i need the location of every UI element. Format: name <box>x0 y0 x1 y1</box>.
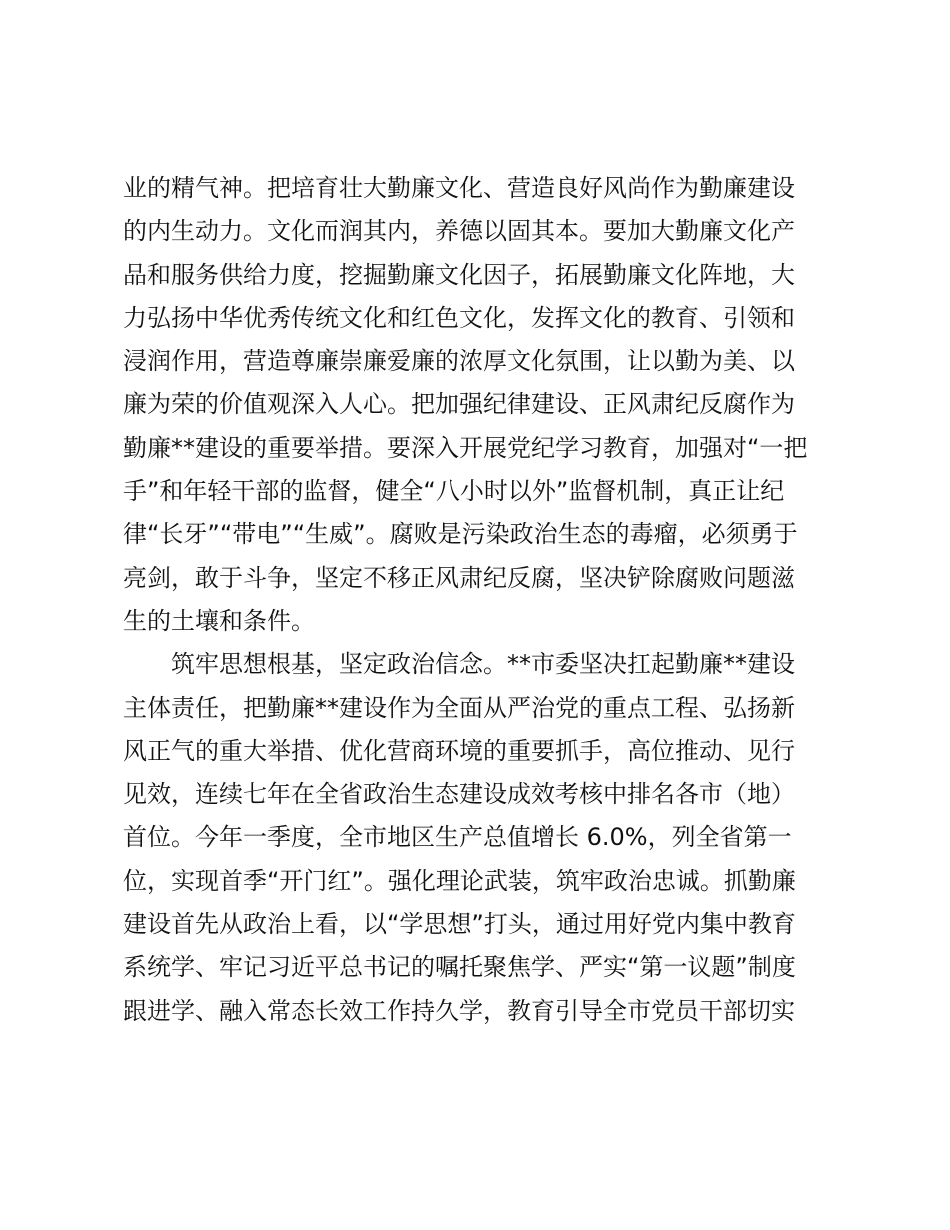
text-line: 力弘扬中华优秀传统文化和红色文化，发挥文化的教育、引领和 <box>123 303 795 332</box>
text-line: 见效，连续七年在全省政治生态建设成效考核中排名各市（地） <box>123 780 795 809</box>
text-line: 亮剑，敢于斗争，坚定不移正风肃纪反腐，坚决铲除腐败问题滋 <box>123 563 795 592</box>
text-line: 的内生动力。文化而润其内，养德以固其本。要加大勤廉文化产 <box>123 217 795 246</box>
text-line: 勤廉**建设的重要举措。要深入开展党纪学习教育，加强对“一把 <box>123 433 808 462</box>
text-line: 手”和年轻干部的监督，健全“八小时以外”监督机制，真正让纪 <box>123 477 785 506</box>
text-line: 系统学、牢记习近平总书记的嘱托聚焦学、严实“第一议题”制度 <box>123 953 796 982</box>
text-line: 位，实现首季“开门红”。强化理论武装，筑牢政治忠诚。抓勤廉 <box>123 866 796 895</box>
document-body <box>123 167 833 1033</box>
text-line: 律“长牙”“带电”“生威”。腐败是污染政治生态的毒瘤，必须勇于 <box>123 520 798 549</box>
text-line: 风正气的重大举措、优化营商环境的重要抓手，高位推动、见行 <box>123 736 795 765</box>
text-line: 业的精气神。把培育壮大勤廉文化、营造良好风尚作为勤廉建设 <box>123 174 795 202</box>
text-line: 廉为荣的价值观深入人心。把加强纪律建设、正风肃纪反腐作为 <box>123 390 795 419</box>
text-line: 首位。今年一季度，全市地区生产总值增长 6.0%，列全省第一 <box>123 823 792 852</box>
text-line: 建设首先从政治上看，以“学思想”打头，通过用好党内集中教育 <box>123 910 796 939</box>
text-line: 主体责任，把勤廉**建设作为全面从严治党的重点工程、弘扬新 <box>123 693 795 722</box>
paragraph-first-line: 筑牢思想根基，坚定政治信念。**市委坚决扛起勤廉**建设 <box>171 650 795 679</box>
text-line: 浸润作用，营造尊廉崇廉爱廉的浓厚文化氛围，让以勤为美、以 <box>123 347 795 376</box>
text-line: 品和服务供给力度，挖掘勤廉文化因子，拓展勤廉文化阵地，大 <box>123 260 795 289</box>
text-line: 跟进学、融入常态长效工作持久学，教育引导全市党员干部切实 <box>123 996 795 1025</box>
text-line: 生的土壤和条件。 <box>123 606 315 635</box>
